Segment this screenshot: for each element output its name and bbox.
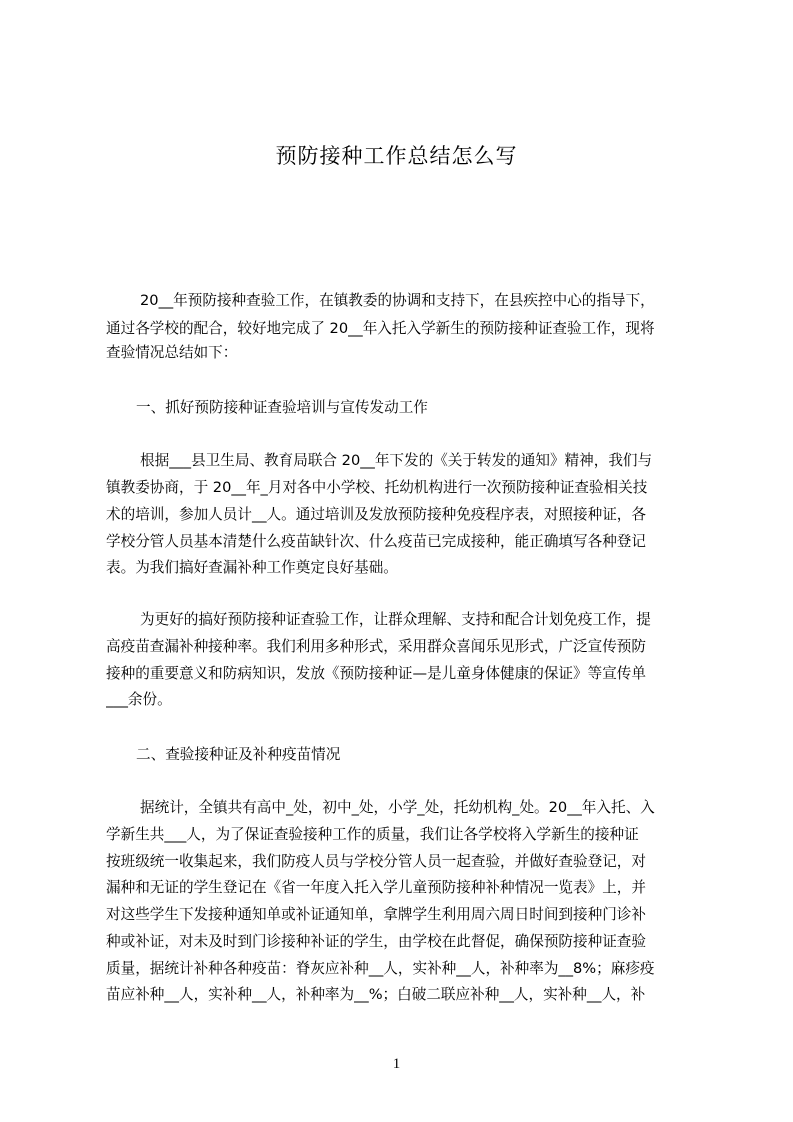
paragraph-3-line-1: 为更好的搞好预防接种证查验工作，让群众理解、支持和配合计划免疫工作，提 bbox=[140, 611, 651, 628]
paragraph-2-line-3: 术的培训，参加人员计__人。通过培训及发放预防接种免疫程序表，对照接种证，各 bbox=[106, 506, 646, 523]
paragraph-4-line-3: 按班级统一收集起来，我们防疫人员与学校分管人员一起查验，并做好查验登记，对 bbox=[106, 853, 646, 870]
paragraph-4-line-8: 苗应补种__人，实补种__人，补种率为__%；白破二联应补种__人，实补种__人，补 bbox=[106, 986, 646, 1003]
paragraph-4-line-1: 据统计，全镇共有高中_处，初中_处，小学_处，托幼机构_处。20__年入托、入 bbox=[140, 799, 655, 816]
paragraph-3-line-3: 接种的重要意义和防病知识，发放《预防接种证—是儿童身体健康的保证》等宣传单 bbox=[106, 665, 646, 682]
paragraph-1-line-3: 查验情况总结如下： bbox=[106, 344, 238, 361]
paragraph-4-line-5: 对这些学生下发接种通知单或补证通知单，拿牌学生利用周六周日时间到接种门诊补 bbox=[106, 906, 646, 923]
paragraph-2-line-2: 镇教委协商，于 20__年_月对各中小学校、托幼机构进行一次预防接种证查验相关技 bbox=[106, 479, 648, 496]
paragraph-4-line-4: 漏种和无证的学生登记在《省一年度入托入学儿童预防接种补种情况一览表》上，并 bbox=[106, 879, 646, 896]
paragraph-4-line-6: 种或补证，对未及时到门诊接种补证的学生，由学校在此督促，确保预防接种证查验 bbox=[106, 933, 646, 950]
page-number: 1 bbox=[392, 1056, 401, 1072]
paragraph-2-line-4: 学校分管人员基本清楚什么疫苗缺针次、什么疫苗已完成接种，能正确填写各种登记 bbox=[106, 533, 646, 550]
paragraph-4-line-7: 质量，据统计补种各种疫苗：脊灰应补种__人，实补种__人，补种率为__8%；麻疹疫 bbox=[106, 960, 655, 977]
paragraph-2-line-1: 根据___县卫生局、教育局联合 20__年下发的《关于转发的通知》精神，我们与 bbox=[140, 452, 653, 469]
paragraph-1-line-1: 20__年预防接种查验工作，在镇教委的协调和支持下，在县疾控中心的指导下， bbox=[140, 292, 655, 309]
document-title: 预防接种工作总结怎么写 bbox=[275, 144, 518, 168]
paragraph-2-line-5: 表。为我们搞好查漏补种工作奠定良好基础。 bbox=[106, 559, 398, 576]
section-heading-2: 二、查验接种证及补种疫苗情况 bbox=[136, 746, 341, 763]
paragraph-1-line-2: 通过各学校的配合，较好地完成了 20__年入托入学新生的预防接种证查验工作，现将 bbox=[106, 320, 655, 337]
section-heading-1: 一、抓好预防接种证查验培训与宣传发动工作 bbox=[136, 399, 428, 416]
paragraph-3-line-2: 高疫苗查漏补种接种率。我们利用多种形式，采用群众喜闻乐见形式，广泛宣传预防 bbox=[106, 638, 646, 655]
paragraph-3-line-4: ___余份。 bbox=[106, 691, 172, 708]
paragraph-4-line-2: 学新生共___人，为了保证查验接种工作的质量，我们让各学校将入学新生的接种证 bbox=[106, 826, 639, 843]
